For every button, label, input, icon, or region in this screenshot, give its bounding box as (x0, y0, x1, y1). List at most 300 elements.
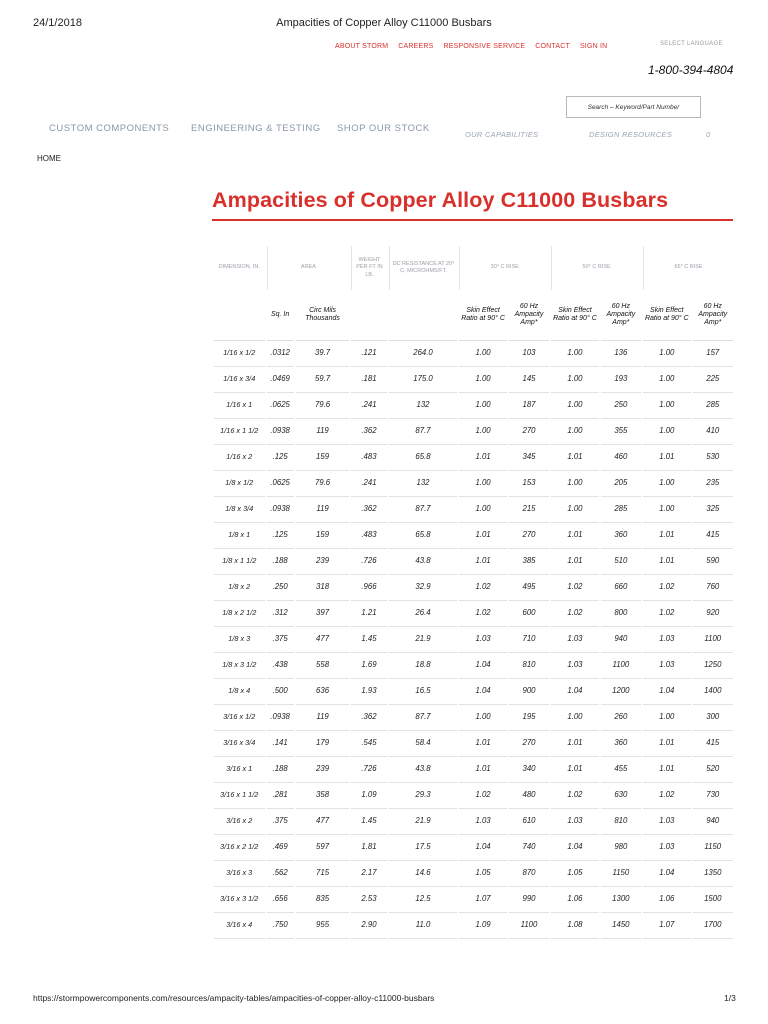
cell-weight: 1.93 (351, 679, 386, 705)
cell-weight: .483 (351, 523, 386, 549)
cell-skin-50: 1.01 (551, 523, 598, 549)
cell-skin-30: 1.07 (459, 887, 506, 913)
cell-amp-30: 810 (509, 653, 549, 679)
cell-skin-30: 1.01 (459, 523, 506, 549)
cell-amp-50: 940 (601, 627, 641, 653)
cell-amp-65: 157 (693, 341, 733, 367)
cell-skin-65: 1.03 (643, 809, 690, 835)
cell-sq-in: .188 (267, 549, 294, 575)
cell-sq-in: .500 (267, 679, 294, 705)
cell-dimension: 1/8 x 2 (214, 575, 265, 601)
cell-skin-30: 1.00 (459, 419, 506, 445)
cell-amp-65: 520 (693, 757, 733, 783)
nav-engineering-testing[interactable]: ENGINEERING & TESTING (191, 123, 321, 134)
about-link[interactable]: ABOUT STORM (335, 43, 389, 50)
cell-skin-30: 1.04 (459, 653, 506, 679)
cell-dc-resistance: 264.0 (389, 341, 458, 367)
cell-weight: 1.81 (351, 835, 386, 861)
cell-circ-mils: 179 (296, 731, 350, 757)
cell-skin-65: 1.00 (643, 393, 690, 419)
table-row (214, 419, 733, 445)
cell-dc-resistance: 65.8 (389, 445, 458, 471)
cart-count[interactable]: 0 (706, 130, 711, 139)
cell-circ-mils: 119 (296, 705, 350, 731)
cell-skin-50: 1.04 (551, 835, 598, 861)
cell-circ-mils: 79.6 (296, 393, 350, 419)
table-row (214, 627, 733, 653)
header-30c-rise: 30° C RISE (459, 246, 549, 290)
cell-amp-30: 270 (509, 523, 549, 549)
page-number: 1/3 (724, 993, 736, 1003)
header-area: AREA (267, 246, 350, 290)
cell-weight: .362 (351, 497, 386, 523)
cell-skin-65: 1.01 (643, 445, 690, 471)
cell-sq-in: .0938 (267, 705, 294, 731)
cell-skin-50: 1.04 (551, 679, 598, 705)
cell-amp-30: 900 (509, 679, 549, 705)
cell-dimension: 3/16 x 3/4 (214, 731, 265, 757)
cell-dimension: 1/8 x 3 1/2 (214, 653, 265, 679)
cell-sq-in: .562 (267, 861, 294, 887)
cell-amp-30: 187 (509, 393, 549, 419)
cell-skin-30: 1.02 (459, 575, 506, 601)
cell-weight: 2.53 (351, 887, 386, 913)
cell-skin-30: 1.01 (459, 757, 506, 783)
cell-sq-in: .0625 (267, 393, 294, 419)
cell-amp-65: 1700 (693, 913, 733, 939)
table-row (214, 523, 733, 549)
cell-sq-in: .0938 (267, 419, 294, 445)
cell-skin-30: 1.05 (459, 861, 506, 887)
cell-amp-65: 920 (693, 601, 733, 627)
cell-skin-50: 1.02 (551, 575, 598, 601)
table-row (214, 835, 733, 861)
cell-amp-50: 285 (601, 497, 641, 523)
cell-circ-mils: 239 (296, 549, 350, 575)
cell-amp-65: 940 (693, 809, 733, 835)
cell-amp-50: 250 (601, 393, 641, 419)
cell-amp-65: 760 (693, 575, 733, 601)
cell-circ-mils: 318 (296, 575, 350, 601)
cell-circ-mils: 59.7 (296, 367, 350, 393)
cell-skin-50: 1.01 (551, 757, 598, 783)
cell-amp-50: 360 (601, 523, 641, 549)
table-row (214, 497, 733, 523)
cell-amp-65: 235 (693, 471, 733, 497)
cell-amp-50: 460 (601, 445, 641, 471)
cell-weight: 1.69 (351, 653, 386, 679)
cell-skin-65: 1.00 (643, 367, 690, 393)
cell-weight: .362 (351, 419, 386, 445)
cell-weight: .241 (351, 393, 386, 419)
cell-skin-65: 1.03 (643, 653, 690, 679)
cell-amp-30: 385 (509, 549, 549, 575)
cell-circ-mils: 239 (296, 757, 350, 783)
sub-sq-in: Sq. In (267, 290, 294, 341)
cell-dc-resistance: 26.4 (389, 601, 458, 627)
table-row (214, 341, 733, 367)
table-row (214, 731, 733, 757)
cell-dimension: 3/16 x 3 1/2 (214, 887, 265, 913)
cell-skin-50: 1.02 (551, 783, 598, 809)
cell-dimension: 3/16 x 1 (214, 757, 265, 783)
cell-amp-30: 345 (509, 445, 549, 471)
cell-weight: 1.09 (351, 783, 386, 809)
cell-weight: .483 (351, 445, 386, 471)
contact-link[interactable]: CONTACT (535, 43, 570, 50)
cell-dc-resistance: 11.0 (389, 913, 458, 939)
cell-circ-mils: 159 (296, 445, 350, 471)
cell-dimension: 1/16 x 1 1/2 (214, 419, 265, 445)
table-row (214, 783, 733, 809)
cell-amp-50: 810 (601, 809, 641, 835)
cell-amp-65: 1250 (693, 653, 733, 679)
cell-circ-mils: 119 (296, 497, 350, 523)
table-row (214, 445, 733, 471)
cell-skin-65: 1.03 (643, 627, 690, 653)
sub-amp-30: 60 Hz Ampacity Amp* (509, 290, 549, 341)
cell-circ-mils: 358 (296, 783, 350, 809)
cell-skin-30: 1.00 (459, 393, 506, 419)
cell-amp-30: 495 (509, 575, 549, 601)
cell-amp-30: 270 (509, 419, 549, 445)
cell-sq-in: .375 (267, 809, 294, 835)
cell-skin-30: 1.01 (459, 445, 506, 471)
cell-skin-50: 1.01 (551, 731, 598, 757)
cell-skin-65: 1.01 (643, 731, 690, 757)
cell-amp-65: 730 (693, 783, 733, 809)
cell-circ-mils: 477 (296, 627, 350, 653)
cell-weight: .726 (351, 757, 386, 783)
cell-skin-50: 1.00 (551, 341, 598, 367)
cell-dc-resistance: 87.7 (389, 419, 458, 445)
cell-dc-resistance: 18.8 (389, 653, 458, 679)
cell-weight: 1.21 (351, 601, 386, 627)
cell-skin-65: 1.00 (643, 419, 690, 445)
cell-weight: .181 (351, 367, 386, 393)
cell-dimension: 3/16 x 1/2 (214, 705, 265, 731)
cell-circ-mils: 119 (296, 419, 350, 445)
cell-circ-mils: 159 (296, 523, 350, 549)
table-body (214, 341, 733, 939)
cell-amp-50: 630 (601, 783, 641, 809)
cell-sq-in: .312 (267, 601, 294, 627)
cell-skin-65: 1.02 (643, 601, 690, 627)
cell-amp-65: 325 (693, 497, 733, 523)
sub-weight-blank (351, 290, 386, 341)
cell-circ-mils: 835 (296, 887, 350, 913)
cell-circ-mils: 597 (296, 835, 350, 861)
cell-skin-50: 1.00 (551, 367, 598, 393)
cell-amp-65: 300 (693, 705, 733, 731)
header-weight: WEIGHT PER FT IN LB. (351, 246, 386, 290)
cell-skin-50: 1.00 (551, 471, 598, 497)
cell-sq-in: .469 (267, 835, 294, 861)
cell-dimension: 1/8 x 1/2 (214, 471, 265, 497)
cell-sq-in: .438 (267, 653, 294, 679)
cell-dc-resistance: 21.9 (389, 627, 458, 653)
cell-amp-30: 1100 (509, 913, 549, 939)
group-header-row (214, 246, 733, 290)
phone-number[interactable]: 1-800-394-4804 (648, 63, 734, 77)
header-dc-resistance: DC RESISTANCE AT 20° C, MICROHMS/FT. (389, 246, 458, 290)
cell-dimension: 1/16 x 1 (214, 393, 265, 419)
cell-amp-30: 103 (509, 341, 549, 367)
cell-skin-50: 1.00 (551, 393, 598, 419)
cell-sq-in: .0938 (267, 497, 294, 523)
breadcrumb-home[interactable]: HOME (37, 154, 61, 163)
cell-amp-65: 1400 (693, 679, 733, 705)
cell-skin-50: 1.01 (551, 549, 598, 575)
cell-sq-in: .125 (267, 445, 294, 471)
cell-skin-65: 1.06 (643, 887, 690, 913)
cell-amp-50: 1450 (601, 913, 641, 939)
table-row (214, 367, 733, 393)
cell-dc-resistance: 16.5 (389, 679, 458, 705)
sub-circ-mils: Circ Mils Thousands (296, 290, 350, 341)
cell-amp-30: 340 (509, 757, 549, 783)
cell-weight: .966 (351, 575, 386, 601)
cell-amp-30: 145 (509, 367, 549, 393)
cell-skin-30: 1.01 (459, 731, 506, 757)
cell-dimension: 1/8 x 3 (214, 627, 265, 653)
cell-skin-30: 1.02 (459, 601, 506, 627)
cell-skin-65: 1.07 (643, 913, 690, 939)
cell-skin-65: 1.02 (643, 783, 690, 809)
cell-amp-50: 193 (601, 367, 641, 393)
cell-skin-65: 1.03 (643, 835, 690, 861)
table-row (214, 705, 733, 731)
cell-sq-in: .750 (267, 913, 294, 939)
sub-amp-50: 60 Hz Ampacity Amp* (601, 290, 641, 341)
cell-amp-50: 355 (601, 419, 641, 445)
cell-sq-in: .141 (267, 731, 294, 757)
cell-dimension: 1/16 x 2 (214, 445, 265, 471)
cell-skin-50: 1.00 (551, 497, 598, 523)
cell-amp-65: 415 (693, 731, 733, 757)
cell-weight: .726 (351, 549, 386, 575)
cell-skin-30: 1.04 (459, 679, 506, 705)
cell-amp-50: 455 (601, 757, 641, 783)
cell-dc-resistance: 58.4 (389, 731, 458, 757)
cell-dc-resistance: 132 (389, 393, 458, 419)
cell-dc-resistance: 43.8 (389, 757, 458, 783)
cell-skin-65: 1.04 (643, 679, 690, 705)
cell-skin-65: 1.01 (643, 549, 690, 575)
cell-amp-50: 1300 (601, 887, 641, 913)
nav-capabilities[interactable]: OUR CAPABILITIES (465, 130, 539, 139)
cell-amp-50: 1150 (601, 861, 641, 887)
header-dimension: DIMENSION, IN. (218, 264, 260, 271)
cell-skin-30: 1.03 (459, 627, 506, 653)
cell-weight: .241 (351, 471, 386, 497)
cell-dc-resistance: 132 (389, 471, 458, 497)
cell-skin-30: 1.00 (459, 341, 506, 367)
table-row (214, 913, 733, 939)
table-row (214, 809, 733, 835)
cell-dimension: 3/16 x 1 1/2 (214, 783, 265, 809)
nav-shop-stock[interactable]: SHOP OUR STOCK (337, 123, 430, 134)
cell-amp-65: 1100 (693, 627, 733, 653)
cell-dimension: 1/8 x 4 (214, 679, 265, 705)
cell-skin-65: 1.04 (643, 861, 690, 887)
cell-skin-30: 1.00 (459, 367, 506, 393)
sub-skin-30: Skin Effect Ratio at 90° C (459, 290, 506, 341)
table-row (214, 471, 733, 497)
cell-dimension: 3/16 x 3 (214, 861, 265, 887)
cell-amp-50: 136 (601, 341, 641, 367)
search-input[interactable]: Search – Keyword/Part Number (566, 96, 701, 118)
cell-sq-in: .0469 (267, 367, 294, 393)
cell-skin-50: 1.01 (551, 445, 598, 471)
cell-weight: 1.45 (351, 627, 386, 653)
cell-amp-30: 480 (509, 783, 549, 809)
cell-amp-50: 360 (601, 731, 641, 757)
cell-amp-65: 530 (693, 445, 733, 471)
cell-dc-resistance: 14.6 (389, 861, 458, 887)
language-selector[interactable]: SELECT LANGUAGE (660, 41, 723, 47)
cell-dimension: 1/8 x 1 (214, 523, 265, 549)
nav-custom-components[interactable]: CUSTOM COMPONENTS (49, 123, 170, 134)
cell-dc-resistance: 87.7 (389, 497, 458, 523)
print-date: 24/1/2018 (33, 17, 82, 29)
cell-circ-mils: 477 (296, 809, 350, 835)
cell-amp-30: 870 (509, 861, 549, 887)
cell-dimension: 3/16 x 4 (214, 913, 265, 939)
cell-dimension: 1/8 x 3/4 (214, 497, 265, 523)
sub-skin-50: Skin Effect Ratio at 90° C (551, 290, 598, 341)
cell-circ-mils: 79.6 (296, 471, 350, 497)
cell-skin-50: 1.03 (551, 809, 598, 835)
cell-skin-30: 1.04 (459, 835, 506, 861)
cell-sq-in: .0625 (267, 471, 294, 497)
cell-dc-resistance: 87.7 (389, 705, 458, 731)
table-row (214, 679, 733, 705)
cell-amp-30: 270 (509, 731, 549, 757)
sub-dc-blank (389, 290, 458, 341)
sign-in-link[interactable]: SIGN IN (579, 43, 608, 50)
cell-dc-resistance: 175.0 (389, 367, 458, 393)
cell-dc-resistance: 21.9 (389, 809, 458, 835)
cell-amp-65: 1150 (693, 835, 733, 861)
cell-skin-30: 1.09 (459, 913, 506, 939)
cell-dimension: 1/16 x 1/2 (214, 341, 265, 367)
title-divider (212, 219, 733, 221)
cell-skin-65: 1.00 (643, 497, 690, 523)
cell-skin-50: 1.06 (551, 887, 598, 913)
cell-amp-30: 153 (509, 471, 549, 497)
ampacity-table (212, 246, 735, 939)
cell-dimension: 3/16 x 2 (214, 809, 265, 835)
cell-skin-50: 1.05 (551, 861, 598, 887)
cell-skin-50: 1.03 (551, 653, 598, 679)
cell-circ-mils: 39.7 (296, 341, 350, 367)
cell-skin-50: 1.00 (551, 705, 598, 731)
cell-sq-in: .375 (267, 627, 294, 653)
cell-skin-30: 1.01 (459, 549, 506, 575)
sub-amp-65: 60 Hz Ampacity Amp* (693, 290, 733, 341)
print-url: https://stormpowercomponents.com/resources/ampacity-tables/ampacities-of-copper-alloy-c11000-busbars (33, 993, 435, 1003)
cell-amp-30: 710 (509, 627, 549, 653)
header-50c-rise: 50° C RISE (551, 246, 641, 290)
cell-dc-resistance: 12.5 (389, 887, 458, 913)
cell-amp-65: 410 (693, 419, 733, 445)
cell-circ-mils: 397 (296, 601, 350, 627)
cell-skin-65: 1.00 (643, 471, 690, 497)
cell-weight: 2.90 (351, 913, 386, 939)
cell-amp-50: 260 (601, 705, 641, 731)
cell-weight: .362 (351, 705, 386, 731)
cell-skin-30: 1.02 (459, 783, 506, 809)
cell-skin-65: 1.00 (643, 341, 690, 367)
cell-amp-50: 980 (601, 835, 641, 861)
cell-amp-65: 590 (693, 549, 733, 575)
cell-amp-30: 195 (509, 705, 549, 731)
cell-amp-65: 415 (693, 523, 733, 549)
cell-sq-in: .125 (267, 523, 294, 549)
page-title: Ampacities of Copper Alloy C11000 Busbars (212, 188, 669, 212)
table-row (214, 393, 733, 419)
cell-skin-50: 1.02 (551, 601, 598, 627)
cell-circ-mils: 558 (296, 653, 350, 679)
cell-amp-30: 600 (509, 601, 549, 627)
cell-sq-in: .0312 (267, 341, 294, 367)
cell-skin-50: 1.08 (551, 913, 598, 939)
table-row (214, 575, 733, 601)
cell-dimension: 1/16 x 3/4 (214, 367, 265, 393)
cell-dc-resistance: 43.8 (389, 549, 458, 575)
cell-amp-50: 510 (601, 549, 641, 575)
cell-circ-mils: 636 (296, 679, 350, 705)
sub-header-row (214, 290, 733, 341)
cell-skin-30: 1.03 (459, 809, 506, 835)
cell-amp-65: 285 (693, 393, 733, 419)
cell-skin-65: 1.01 (643, 757, 690, 783)
cell-dimension: 3/16 x 2 1/2 (214, 835, 265, 861)
cell-skin-30: 1.00 (459, 497, 506, 523)
cell-skin-65: 1.00 (643, 705, 690, 731)
cell-amp-65: 225 (693, 367, 733, 393)
cell-skin-65: 1.02 (643, 575, 690, 601)
cell-amp-30: 990 (509, 887, 549, 913)
cell-weight: 2.17 (351, 861, 386, 887)
sub-blank (214, 290, 265, 341)
table-row (214, 861, 733, 887)
cell-amp-50: 205 (601, 471, 641, 497)
careers-link[interactable]: CAREERS (398, 43, 434, 50)
table-row (214, 887, 733, 913)
cell-weight: 1.45 (351, 809, 386, 835)
table-row (214, 653, 733, 679)
cell-sq-in: .281 (267, 783, 294, 809)
cell-skin-50: 1.03 (551, 627, 598, 653)
cell-weight: .545 (351, 731, 386, 757)
header-65c-rise: 65° C RISE (643, 246, 733, 290)
nav-design-resources[interactable]: DESIGN RESOURCES (589, 130, 673, 139)
cell-sq-in: .250 (267, 575, 294, 601)
cell-dc-resistance: 29.3 (389, 783, 458, 809)
cell-amp-50: 660 (601, 575, 641, 601)
table-row (214, 549, 733, 575)
cell-dc-resistance: 65.8 (389, 523, 458, 549)
cell-dc-resistance: 17.5 (389, 835, 458, 861)
cell-skin-30: 1.00 (459, 705, 506, 731)
cell-amp-30: 215 (509, 497, 549, 523)
cell-amp-50: 1200 (601, 679, 641, 705)
cell-dimension: 1/8 x 2 1/2 (214, 601, 265, 627)
cell-circ-mils: 715 (296, 861, 350, 887)
responsive-service-link[interactable]: RESPONSIVE SERVICE (443, 43, 526, 50)
